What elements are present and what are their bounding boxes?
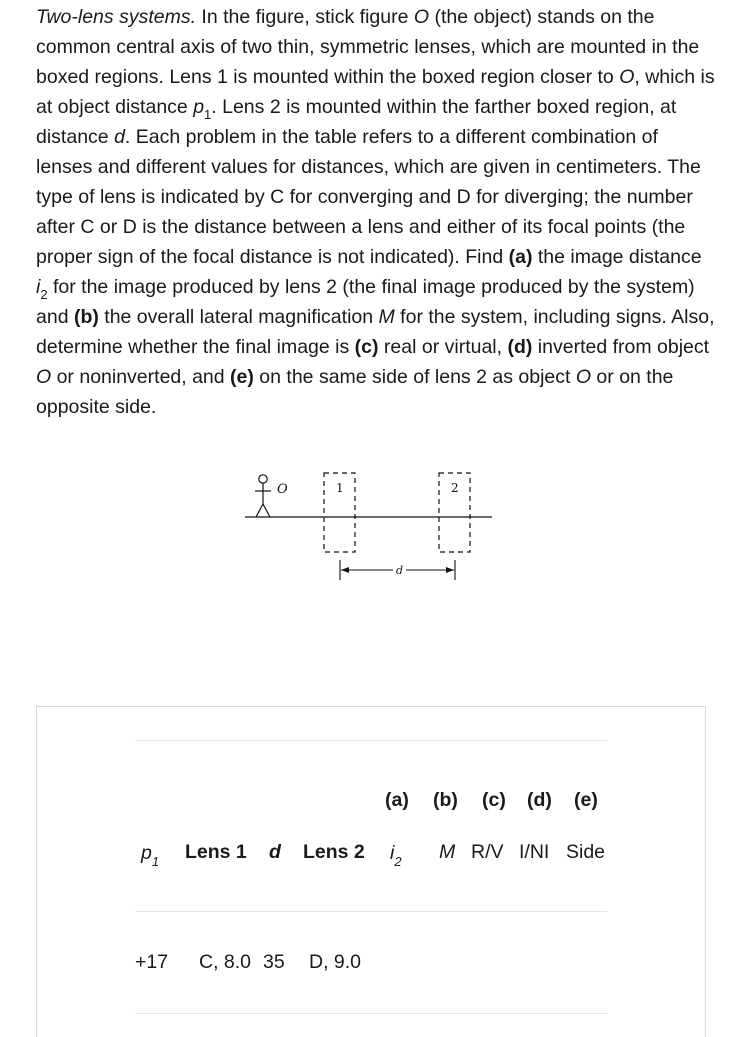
- header-part-e: (e): [574, 789, 598, 811]
- p1-symbol: p: [141, 842, 152, 864]
- part-b-label: (b): [73, 306, 99, 328]
- problem-text: the image distance: [532, 246, 702, 268]
- object-symbol: O: [36, 366, 52, 388]
- part-a-label: (a): [508, 246, 533, 268]
- part-e-label: (e): [230, 366, 254, 388]
- stick-figure-icon: [255, 475, 271, 517]
- col-header-lens1: Lens 1: [185, 841, 247, 863]
- part-d-label: (d): [507, 336, 533, 358]
- object-symbol: O: [619, 66, 635, 88]
- p1-symbol: p: [193, 96, 205, 118]
- problem-title: Two-lens systems.: [36, 6, 196, 28]
- col-header-ini: I/NI: [519, 841, 550, 863]
- col-header-m: M: [439, 841, 456, 863]
- col-header-rv: R/V: [471, 841, 504, 863]
- d-symbol: d: [114, 126, 125, 148]
- header-part-a: (a): [385, 789, 409, 811]
- col-header-side: Side: [566, 841, 606, 863]
- header-part-c: (c): [482, 789, 506, 811]
- problem-text: In the figure, stick figure: [196, 6, 414, 28]
- lens-system-figure: [235, 466, 505, 596]
- i2-symbol: i: [390, 842, 395, 864]
- table-divider: [135, 740, 607, 741]
- col-header-lens2: Lens 2: [303, 841, 365, 863]
- row-p1-value: +17: [135, 951, 169, 973]
- problem-text: (the object) stands on the common central axis of two thin, symmetric lenses, which are mounted in the boxed regions. Lens 1 is mounted within the boxed region closer to: [36, 6, 700, 88]
- i2-subscript: 2: [394, 853, 402, 869]
- p1-subscript: 1: [204, 106, 212, 122]
- table-divider: [135, 911, 607, 912]
- lens-diagram: [235, 466, 505, 596]
- object-symbol: O: [413, 6, 430, 28]
- p1-subscript: 1: [151, 853, 160, 869]
- problem-text: the overall lateral magnification: [98, 306, 379, 328]
- header-part-b: (b): [433, 789, 458, 811]
- row-lens2-value: D, 9.0: [309, 951, 362, 973]
- table-divider: [135, 1013, 607, 1014]
- lens-1-label: 1: [336, 481, 344, 495]
- lens-2-label: 2: [451, 481, 459, 495]
- problem-text: for the image produced by lens 2 (the final image produced by the system) and: [36, 276, 695, 328]
- problem-text: . Lens 2 is mounted within the farther boxed region, at distance: [36, 96, 677, 148]
- i2-subscript: 2: [40, 286, 48, 302]
- distance-d-label: d: [396, 564, 404, 577]
- problem-text: on the same side of lens 2 as object: [253, 366, 576, 388]
- problem-text: or noninverted, and: [51, 366, 231, 388]
- problem-text: or on the opposite side.: [36, 366, 674, 418]
- row-d-value: 35: [263, 951, 285, 973]
- header-part-d: (d): [527, 789, 552, 811]
- problem-statement: [36, 2, 716, 422]
- problem-table: [36, 706, 706, 1037]
- problem-text: real or virtual,: [378, 336, 508, 358]
- problem-text: inverted from object: [532, 336, 710, 358]
- row-lens1-value: C, 8.0: [199, 951, 252, 973]
- problem-text: for the system, including signs. Also, determine whether the final image is: [36, 306, 715, 358]
- col-header-i2: [390, 842, 402, 867]
- problem-text: , which is at object distance: [36, 66, 715, 118]
- m-symbol: M: [378, 306, 395, 328]
- object-label: O: [277, 482, 288, 497]
- part-c-label: (c): [354, 336, 379, 358]
- i2-symbol: i: [36, 276, 41, 298]
- col-header-d: d: [269, 841, 281, 863]
- object-symbol: O: [575, 366, 592, 388]
- problem-text: . Each problem in the table refers to a different combination of lenses and different values for distances, which are given in centimeters. The type of lens is indicated by C for converging and D for diverging; the number after C or D is the distance between a lens and either of its focal points (the proper sign of the focal distance is not indicated). Find: [36, 126, 701, 268]
- col-header-p1: [141, 842, 159, 867]
